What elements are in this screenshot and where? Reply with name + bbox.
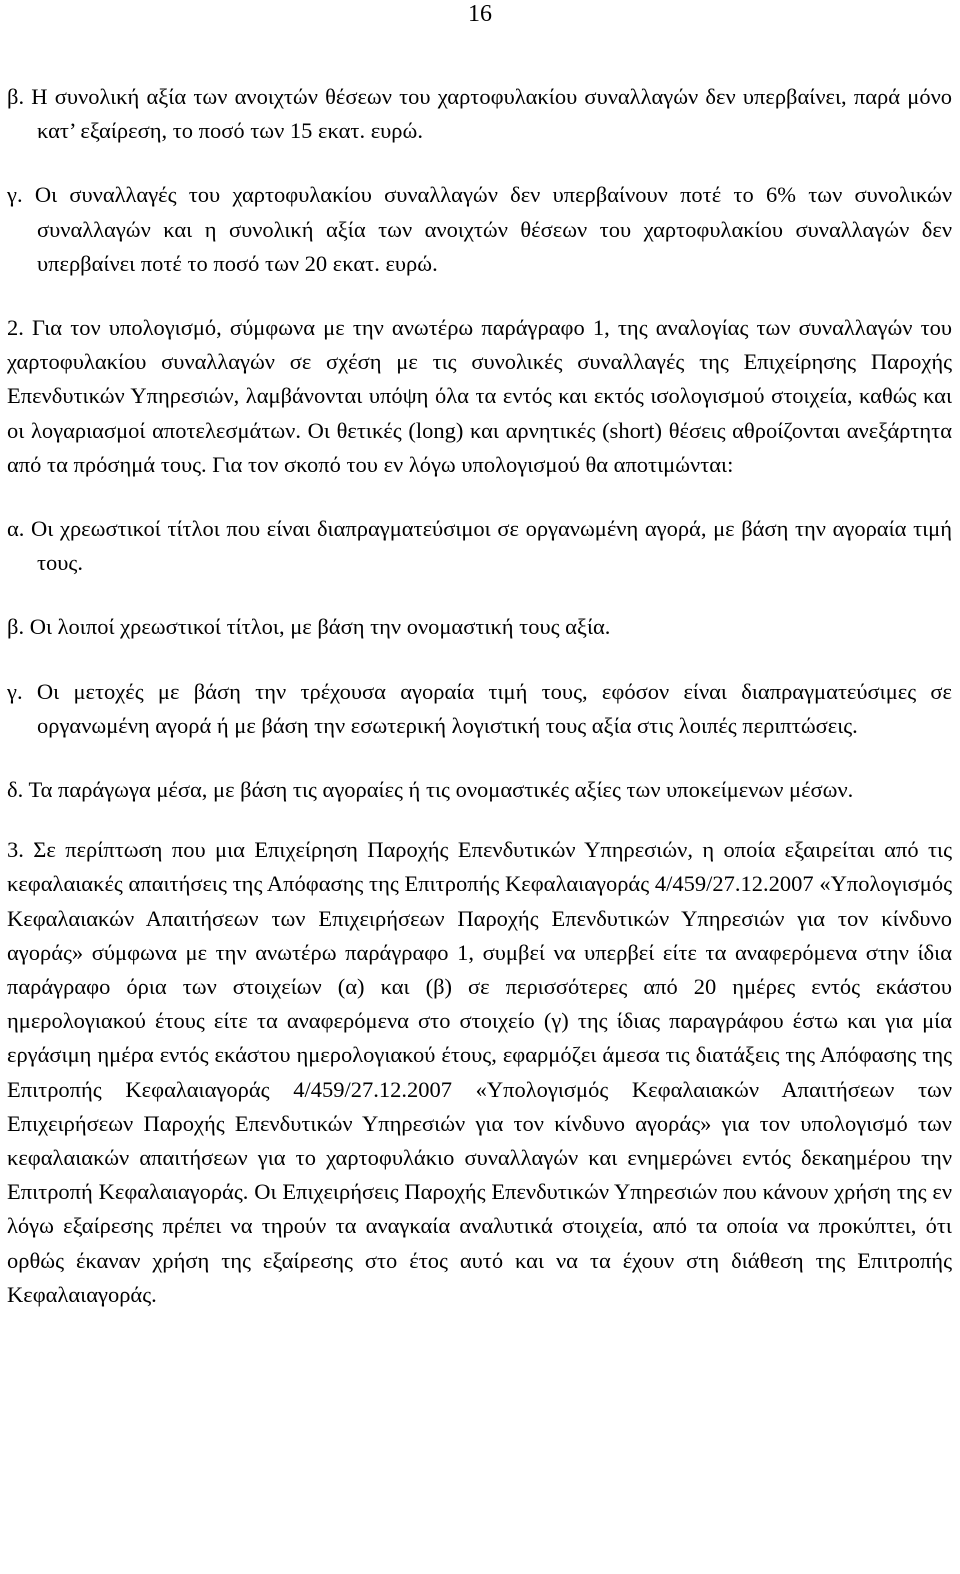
paragraph-section-2: 2. Για τον υπολογισμό, σύμφωνα με την ανωτέρω παράγραφο 1, της αναλογίας των συναλλαγών του χαρτοφυλακίου συναλλαγών σε σχέση με τις συνολικές συναλλαγές της Επιχείρησης Παροχής Επενδυτικών Υπηρεσιών, λαμβάνονται υπόψη όλα τα εντός και εκτός ισολογισμού στοιχεία, καθώς και οι λογαριασμοί αποτελεσμάτων. Οι θετικές (long) και αρνητικές (short) θέσεις αθροίζονται ανεξάρτητα από τα πρόσημά τους. Για τον σκοπό του εν λόγω υπολογισμού θα αποτιμώνται: bbox=[7, 315, 952, 477]
paragraph-beta-1: β. Η συνολική αξία των ανοιχτών θέσεων του χαρτοφυλακίου συναλλαγών δεν υπερβαίνει, παρά μόνο κατ’ εξαίρεση, το ποσό των 15 εκατ. ευρώ. bbox=[7, 84, 952, 144]
paragraph-beta-2: β. Οι λοιποί χρεωστικοί τίτλοι, με βάση την ονομαστική τους αξία. bbox=[7, 614, 611, 640]
paragraph-gamma-2: γ. Οι μετοχές με βάση την τρέχουσα αγοραία τιμή τους, εφόσον είναι διαπραγματεύσιμες σε οργανωμένη αγορά ή με βάση την εσωτερική λογιστική τους αξία στις λοιπές περιπτώσεις. bbox=[7, 678, 952, 738]
page-number: 16 bbox=[468, 1, 492, 27]
paragraph-gamma-1: γ. Οι συναλλαγές του χαρτοφυλακίου συναλλαγών δεν υπερβαίνουν ποτέ το 6% των συνολικών συναλλαγών και η συνολική αξία των ανοιχτών θέσεων του χαρτοφυλακίου συναλλαγών δεν υπερβαίνει ποτέ το ποσό των 20 εκατ. ευρώ. bbox=[7, 182, 952, 276]
paragraph-alpha-2: α. Οι χρεωστικοί τίτλοι που είναι διαπραγματεύσιμοι σε οργανωμένη αγορά, με βάση την αγοραία τιμή τους. bbox=[7, 516, 952, 576]
paragraph-delta-2: δ. Τα παράγωγα μέσα, με βάση τις αγοραίες ή τις ονομαστικές αξίες των υποκείμενων μέσων. bbox=[7, 777, 854, 803]
paragraph-section-3: 3. Σε περίπτωση που μια Επιχείρηση Παροχής Επενδυτικών Υπηρεσιών, η οποία εξαιρείται από τις κεφαλαιακές απαιτήσεις της Απόφασης της Επιτροπής Κεφαλαιαγοράς 4/459/27.12.2007 «Υπολογισμός Κεφαλαιακών Απαιτήσεων των Επιχειρήσεων Παροχής Επενδυτικών Υπηρεσιών για τον κίνδυνο αγοράς» σύμφωνα με την ανωτέρω παράγραφο 1, συμβεί να υπερβεί είτε τα αναφερόμενα στην ίδια παράγραφο όρια των στοιχείων (α) και (β) σε περισσότερες από 20 ημέρες εντός εκάστου ημερολογιακού έτους είτε τα αναφερόμενα στο στοιχείο (γ) της ίδιας παραγράφου έστω και για μία εργάσιμη ημέρα εντός εκάστου ημερολογιακού έτους, εφαρμόζει άμεσα τις διατάξεις της Απόφασης της Επιτροπής Κεφαλαιαγοράς 4/459/27.12.2007 «Υπολογισμός Κεφαλαιακών Απαιτήσεων των Επιχειρήσεων Παροχής Επενδυτικών Υπηρεσιών για τον κίνδυνο αγοράς» για τον υπολογισμό των κεφαλαιακών απαιτήσεων για το χαρτοφυλάκιο συναλλαγών και ενημερώνει εντός δεκαημέρου την Επιτροπή Κεφαλαιαγοράς. Οι Επιχειρήσεις Παροχής Επενδυτικών Υπηρεσιών που κάνουν χρήση της εν λόγω εξαίρεσης πρέπει να τηρούν τα αναγκαία αναλυτικά στοιχεία, από τα οποία να προκύπτει, ότι ορθώς έκαναν χρήση της εξαίρεσης στο έτος αυτό και να τα έχουν στη διάθεση της Επιτροπής Κεφαλαιαγοράς. bbox=[7, 837, 952, 1307]
document-body bbox=[7, 80, 952, 1312]
